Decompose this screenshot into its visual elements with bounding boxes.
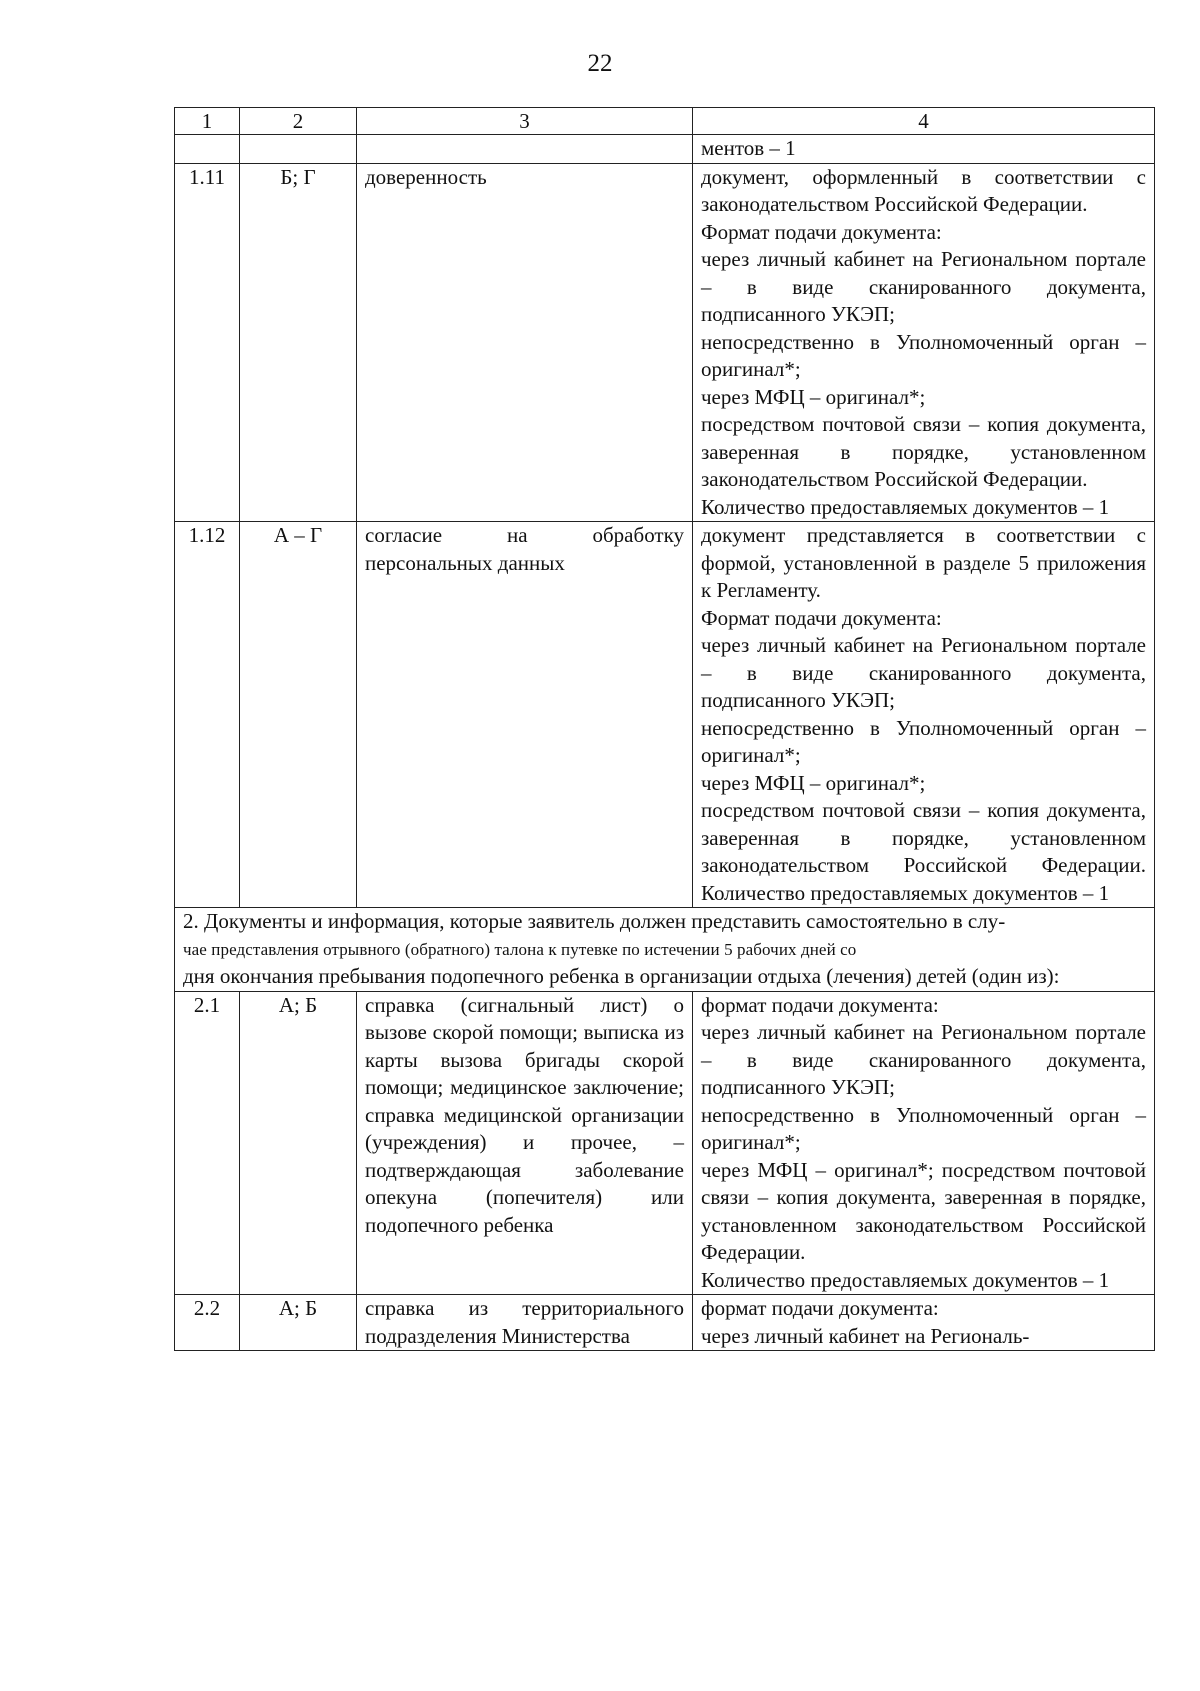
section-heading-line: чае представления отрывного (обратного) талона к путевке по истечении 5 рабочих дней со <box>183 939 857 959</box>
requirement-line: непосредственно в Уполномоченный орган – оригинал*; <box>701 715 1146 767</box>
section-2-heading <box>175 908 1155 992</box>
requirement-line: Формат подачи документа: <box>701 605 942 630</box>
section-heading-line: 2. Документы и информация, которые заявитель должен представить самостоятельно в слу- <box>183 909 1006 933</box>
requirement-line: через личный кабинет на Региональном портале – в виде сканированного документа, подписанного УКЭП; <box>701 1020 1146 1099</box>
documents-table <box>174 107 1155 1351</box>
requirement-line: Количество предоставляемых документов – 1 <box>701 494 1110 519</box>
requirement-line: через личный кабинет на Региональном портале – в виде сканированного документа, подписанного УКЭП; <box>701 633 1146 712</box>
requirement-line: через МФЦ – оригинал*; посредством почтовой связи – копия документа, заверенная в порядке, установленном законодательством Российской Федерации. <box>701 1157 1146 1264</box>
table-row-1-12 <box>175 522 1155 908</box>
requirement-line: через личный кабинет на Региональном портале – в виде сканированного документа, подписанного УКЭП; <box>701 247 1146 326</box>
requirement-line: через МФЦ – оригинал*; <box>701 770 926 795</box>
document-name: доверенность <box>357 163 693 522</box>
applicant-category: А; Б <box>240 1295 357 1351</box>
row-number: 1.12 <box>175 522 240 908</box>
document-name: согласие на обработку персональных данных <box>357 522 693 908</box>
header-col-1: 1 <box>175 108 240 135</box>
requirement-line: через МФЦ – оригинал*; <box>701 384 926 409</box>
requirement-line: документ, оформленный в соответствии с законодательством Российской Федерации. <box>701 164 1146 216</box>
document-requirements <box>693 163 1155 522</box>
requirement-line: посредством почтовой связи – копия документа, заверенная в порядке, установленном законодательством Российской Федерации. Количество предоставляемых документов – 1 <box>701 798 1146 905</box>
document-requirements <box>693 991 1155 1295</box>
row-number: 2.2 <box>175 1295 240 1351</box>
document-requirements <box>693 1295 1155 1351</box>
section-heading-line: дня окончания пребывания подопечного ребенка в организации отдыха (лечения) детей (один из): <box>183 964 1060 988</box>
header-col-3: 3 <box>357 108 693 135</box>
continuation-text: ментов – 1 <box>693 135 1155 164</box>
document-name: справка из территориального подразделения Министерства <box>357 1295 693 1351</box>
requirement-line: Количество предоставляемых документов – 1 <box>701 1267 1110 1292</box>
continuation-row <box>175 135 1155 164</box>
table-row-1-11 <box>175 163 1155 522</box>
section-2-heading-row <box>175 908 1155 992</box>
requirement-line: формат подачи документа: <box>701 992 939 1017</box>
header-col-4: 4 <box>693 108 1155 135</box>
header-col-2: 2 <box>240 108 357 135</box>
row-number: 2.1 <box>175 991 240 1295</box>
requirement-line: формат подачи документа: <box>701 1296 939 1320</box>
document-name: справка (сигнальный лист) о вызове скорой помощи; выписка из карты вызова бригады скорой помощи; медицинское заключение; справка медицинской организации (учреждения) и прочее, – подтверждающая заболевание опекуна (попечителя) или подопечного ребенка <box>357 991 693 1295</box>
applicant-category: А – Г <box>240 522 357 908</box>
requirement-line: документ представляется в соответствии с формой, установленной в разделе 5 приложения к Регламенту. <box>701 523 1146 602</box>
requirement-line: посредством почтовой связи – копия документа, заверенная в порядке, установленном законодательством Российской Федерации. <box>701 412 1146 491</box>
requirement-line: непосредственно в Уполномоченный орган – оригинал*; <box>701 329 1146 381</box>
requirement-line: непосредственно в Уполномоченный орган – оригинал*; <box>701 1102 1146 1154</box>
page-number: 22 <box>587 50 613 77</box>
applicant-category: А; Б <box>240 991 357 1295</box>
table-header-row <box>175 108 1155 135</box>
table-row-2-2 <box>175 1295 1155 1351</box>
table-row-2-1 <box>175 991 1155 1295</box>
row-number: 1.11 <box>175 163 240 522</box>
applicant-category: Б; Г <box>240 163 357 522</box>
requirement-line: Формат подачи документа: <box>701 219 942 244</box>
document-requirements <box>693 522 1155 908</box>
requirement-line: через личный кабинет на Региональ- <box>701 1323 1030 1348</box>
